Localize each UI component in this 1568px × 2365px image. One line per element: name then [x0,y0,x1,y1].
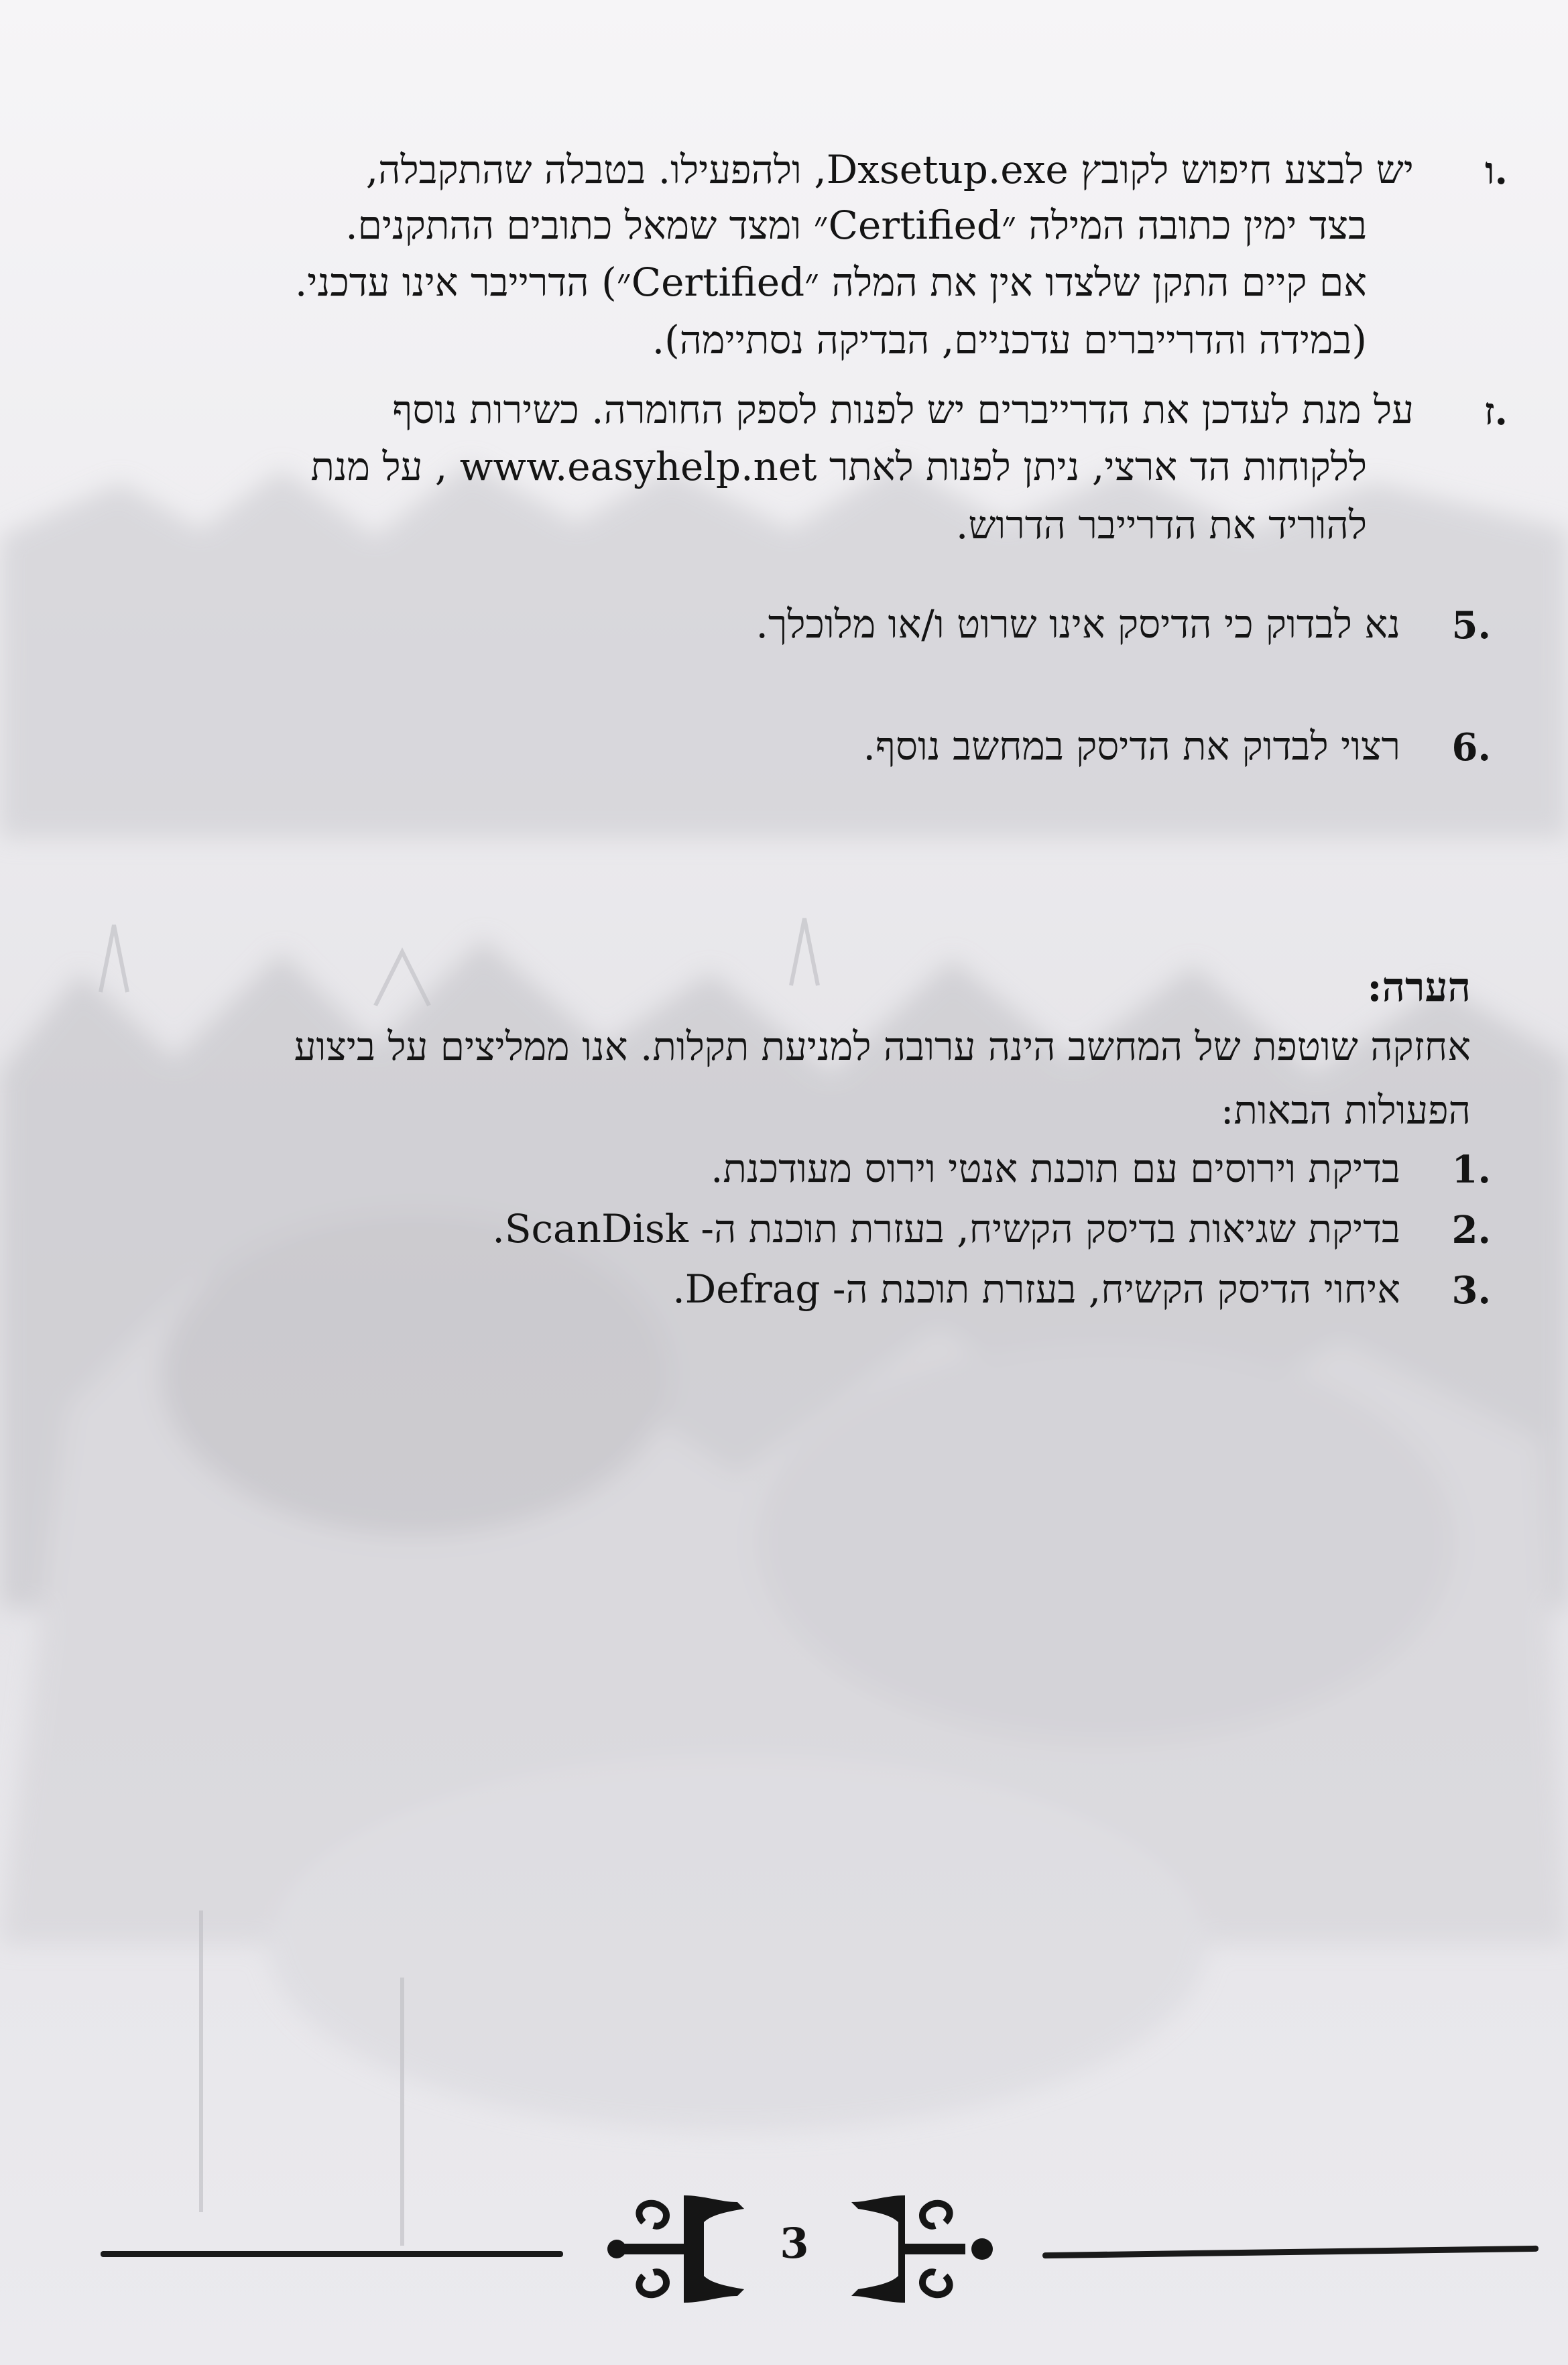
text-line: אם קיים התקן שלצדו אין את המלה ״Certified״) הדרייבר אינו עדכני. [294,259,1367,305]
text-line: איחוי הדיסק הקשיח, בעזרת תוכנת ה- Defrag. [672,1266,1400,1312]
list-number-3: 3. [1451,1268,1491,1313]
text-line: בדיקת שגיאות בדיסק הקשיח, בעזרת תוכנת ה- ScanDisk. [492,1206,1400,1252]
list-marker-zayin: ז. [1484,389,1508,434]
text-line: על מנת לעדכן את הדרייברים יש לפנות לספק החומרה. כשירות נוסף [392,387,1414,432]
text-line: יש לבצע חיפוש לקובץ Dxsetup.exe, ולהפעילו. בטבלה שהתקבלה, [365,147,1414,192]
text-line: רצוי לבדוק את הדיסק במחשב נוסף. [863,723,1400,769]
text-line: בצד ימין כתובה המילה ״Certified״ ומצד שמאל כתובים ההתקנים. [345,202,1367,248]
note-intro-line: אחזקה שוטפת של המחשב הינה ערובה למניעת תקלות. אנו ממליצים על ביצוע [294,1024,1471,1069]
footer-rule-right [1042,2246,1539,2258]
list-number-5: 5. [1451,603,1491,648]
list-number-6: 6. [1451,725,1491,770]
list-number-2: 2. [1451,1208,1491,1252]
note-heading: הערה: [1367,964,1471,1011]
list-marker-vav: ו. [1485,149,1508,193]
right-ornament-icon [831,2182,999,2316]
text-line: נא לבדוק כי הדיסק אינו שרוט ו/או מלוכלך. [756,601,1400,647]
text-line: להוריד את הדרייבר הדרוש. [955,502,1367,548]
text-line: בדיקת וירוסים עם תוכנת אנטי וירוס מעודכנת. [711,1146,1400,1191]
page-number: 3 [780,2219,809,2268]
list-number-1: 1. [1451,1148,1491,1192]
left-ornament-icon [603,2182,758,2316]
note-intro-line: הפעולות הבאות: [1220,1087,1471,1133]
text-line: ללקוחות הד ארצי, ניתן לפנות לאתר www.easyhelp.net , על מנת [310,444,1367,489]
text-line: (במידה והדרייברים עדכניים, הבדיקה נסתיימה). [652,317,1367,363]
footer-rule-left [101,2251,563,2257]
